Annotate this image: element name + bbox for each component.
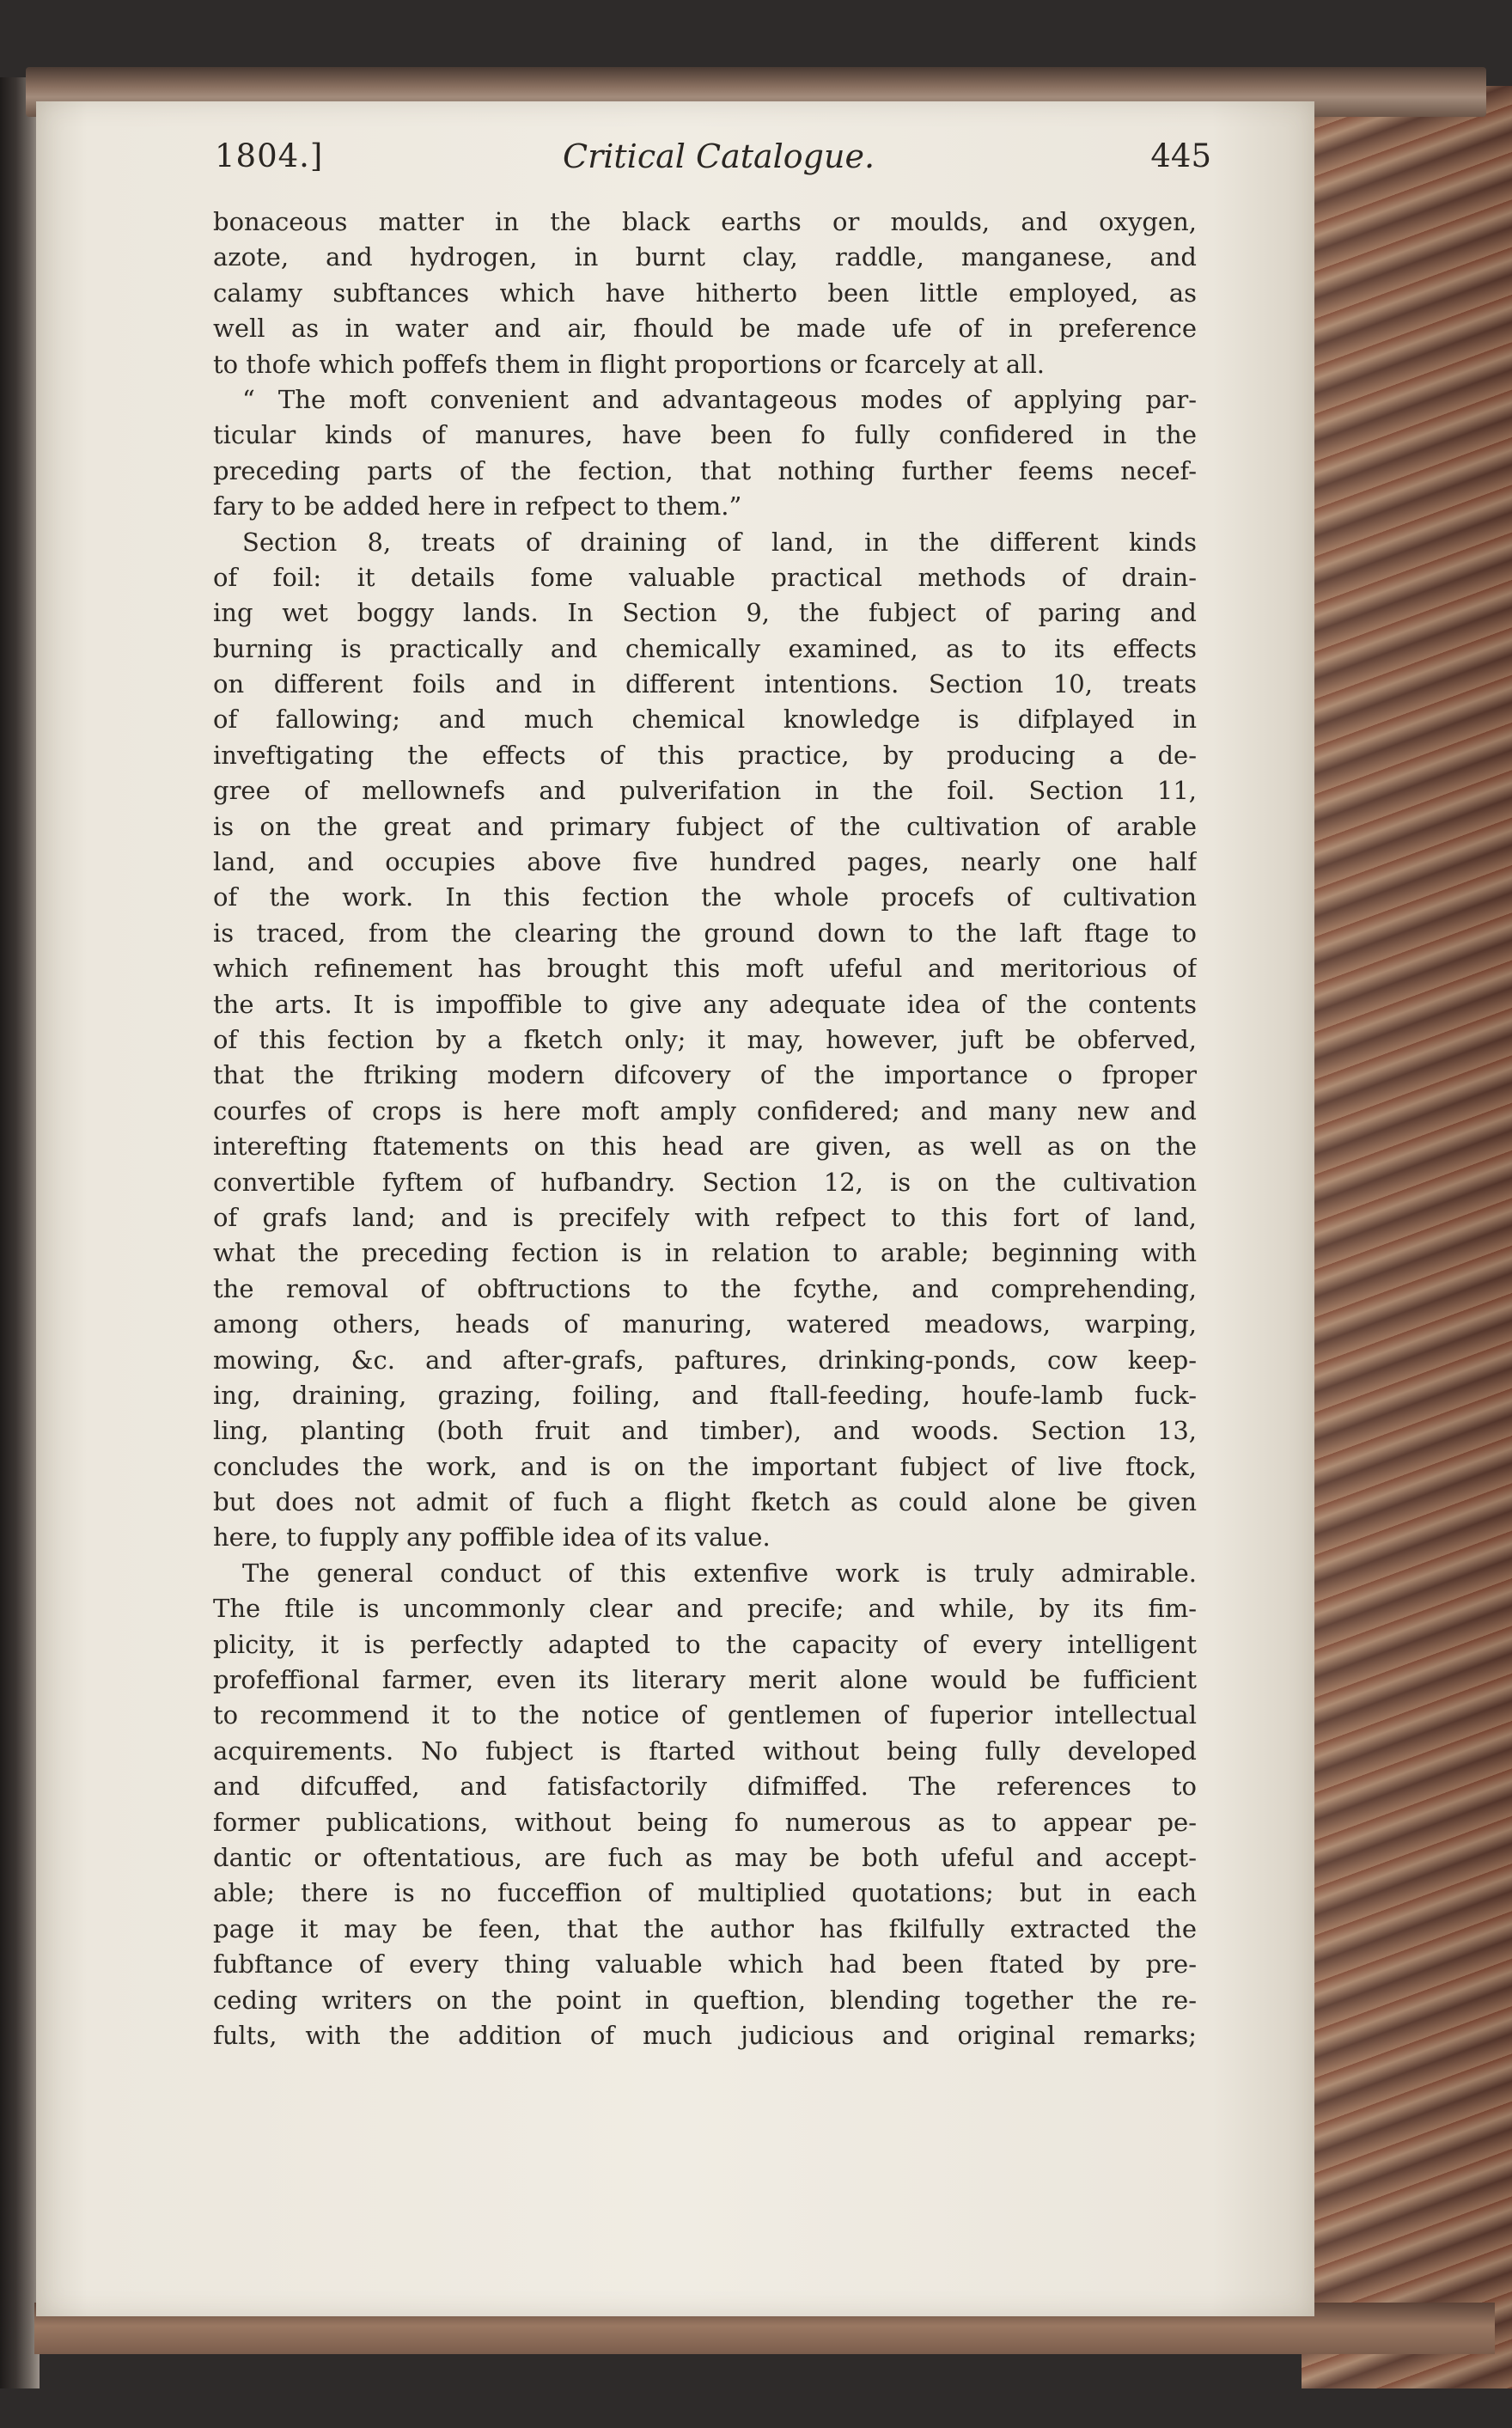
- header-title: Critical Catalogue.: [563, 137, 875, 175]
- text-line: plicity, it is perfectly adapted to the capacity of every intelligent: [213, 1629, 1197, 1659]
- marbled-cover: [1302, 86, 1512, 2388]
- text-line: Section 8, treats of draining of land, in the different kinds: [242, 527, 1197, 557]
- text-line: is traced, from the clearing the ground down to the laft ftage to: [213, 918, 1197, 948]
- header-year: 1804.]: [215, 137, 324, 174]
- text-line: which refinement has brought this moft ufeful and meritorious of: [213, 954, 1197, 984]
- text-line: page it may be feen, that the author has fkilfully extracted the: [213, 1913, 1197, 1943]
- text-line: ceding writers on the point in queftion, blending together the re-: [213, 1985, 1197, 2015]
- body-text: [213, 204, 1197, 2053]
- text-line: what the preceding fection is in relation to arable; beginning with: [213, 1238, 1197, 1268]
- text-line: mowing, &c. and after-grafs, paftures, drinking-ponds, cow keep-: [213, 1345, 1197, 1375]
- text-line: but does not admit of fuch a flight fketch as could alone be given: [213, 1487, 1197, 1517]
- text-line: The ftile is uncommonly clear and precife; and while, by its fim-: [213, 1594, 1197, 1624]
- text-line: of this fection by a fketch only; it may, however, juft be obferved,: [213, 1024, 1197, 1054]
- text-line: on different foils and in different intentions. Section 10, treats: [213, 669, 1197, 699]
- text-line: courfes of crops is here moft amply confidered; and many new and: [213, 1095, 1197, 1126]
- text-line: that the ftriking modern difcovery of the importance o fproper: [213, 1060, 1197, 1090]
- text-line: to thofe which poffefs them in flight proportions or fcarcely at all.: [213, 349, 1045, 379]
- text-line: convertible fyftem of hufbandry. Section 12, is on the cultivation: [213, 1167, 1197, 1197]
- text-line: profeffional farmer, even its literary merit alone would be fufficient: [213, 1665, 1197, 1695]
- text-line: concludes the work, and is on the important fubject of live ftock,: [213, 1451, 1197, 1481]
- page-number: 445: [1150, 137, 1211, 174]
- text-line: azote, and hydrogen, in burnt clay, raddle, manganese, and: [213, 242, 1197, 272]
- text-line: well as in water and air, fhould be made ufe of in preference: [213, 314, 1197, 344]
- text-line: inveftigating the effects of this practice, by producing a de-: [213, 740, 1197, 770]
- text-line: bonaceous matter in the black earths or moulds, and oxygen,: [213, 207, 1197, 236]
- text-line: “ The moft convenient and advantageous modes of applying par-: [242, 384, 1197, 414]
- text-line: of fallowing; and much chemical knowledge is difplayed in: [213, 705, 1197, 735]
- text-line: ling, planting (both fruit and timber), and woods. Section 13,: [213, 1416, 1197, 1446]
- text-line: among others, heads of manuring, watered meadows, warping,: [213, 1309, 1197, 1339]
- text-line: of grafs land; and is precifely with refpect to this fort of land,: [213, 1202, 1197, 1232]
- running-header: [215, 137, 1211, 189]
- text-line: fubftance of every thing valuable which had been ftated by pre-: [213, 1949, 1197, 1980]
- text-line: gree of mellownefs and pulverifation in the foil. Section 11,: [213, 776, 1197, 806]
- text-line: of the work. In this fection the whole procefs of cultivation: [213, 882, 1197, 912]
- text-line: and difcuffed, and fatisfactorily difmiffed. The references to: [213, 1772, 1197, 1802]
- text-line: fary to be added here in refpect to them.”: [213, 491, 742, 522]
- text-line: ing, draining, grazing, foiling, and ftall-feeding, houfe-lamb fuck-: [213, 1380, 1197, 1410]
- text-line: preceding parts of the fection, that nothing further feems necef-: [213, 455, 1197, 485]
- text-line: to recommend it to the notice of gentlemen of fuperior intellectual: [213, 1700, 1197, 1730]
- text-line: burning is practically and chemically examined, as to its effects: [213, 633, 1197, 663]
- text-line: able; there is no fucceffion of multiplied quotations; but in each: [213, 1878, 1197, 1908]
- text-line: interefting ftatements on this head are given, as well as on the: [213, 1132, 1197, 1162]
- text-line: of foil: it details fome valuable practical methods of drain-: [213, 562, 1197, 592]
- text-line: land, and occupies above five hundred pages, nearly one half: [213, 847, 1197, 877]
- text-line: acquirements. No fubject is ftarted without being fully developed: [213, 1736, 1197, 1766]
- text-line: former publications, without being fo numerous as to appear pe-: [213, 1807, 1197, 1837]
- text-line: ticular kinds of manures, have been fo fully confidered in the: [213, 420, 1197, 450]
- book-spine: [0, 77, 40, 2388]
- text-line: calamy subftances which have hitherto been little employed, as: [213, 278, 1197, 308]
- text-line: the removal of obftructions to the fcythe, and comprehending,: [213, 1273, 1197, 1303]
- text-line: The general conduct of this extenfive work is truly admirable.: [242, 1558, 1197, 1588]
- text-line: ing wet boggy lands. In Section 9, the fubject of paring and: [213, 598, 1197, 628]
- text-line: fults, with the addition of much judicious and original remarks;: [213, 2020, 1197, 2050]
- text-line: is on the great and primary fubject of the cultivation of arable: [213, 811, 1197, 841]
- text-line: here, to fupply any poffible idea of its value.: [213, 1522, 771, 1553]
- text-line: the arts. It is impoffible to give any adequate idea of the contents: [213, 989, 1197, 1019]
- text-line: dantic or oftentatious, are fuch as may be both ufeful and accept-: [213, 1842, 1197, 1872]
